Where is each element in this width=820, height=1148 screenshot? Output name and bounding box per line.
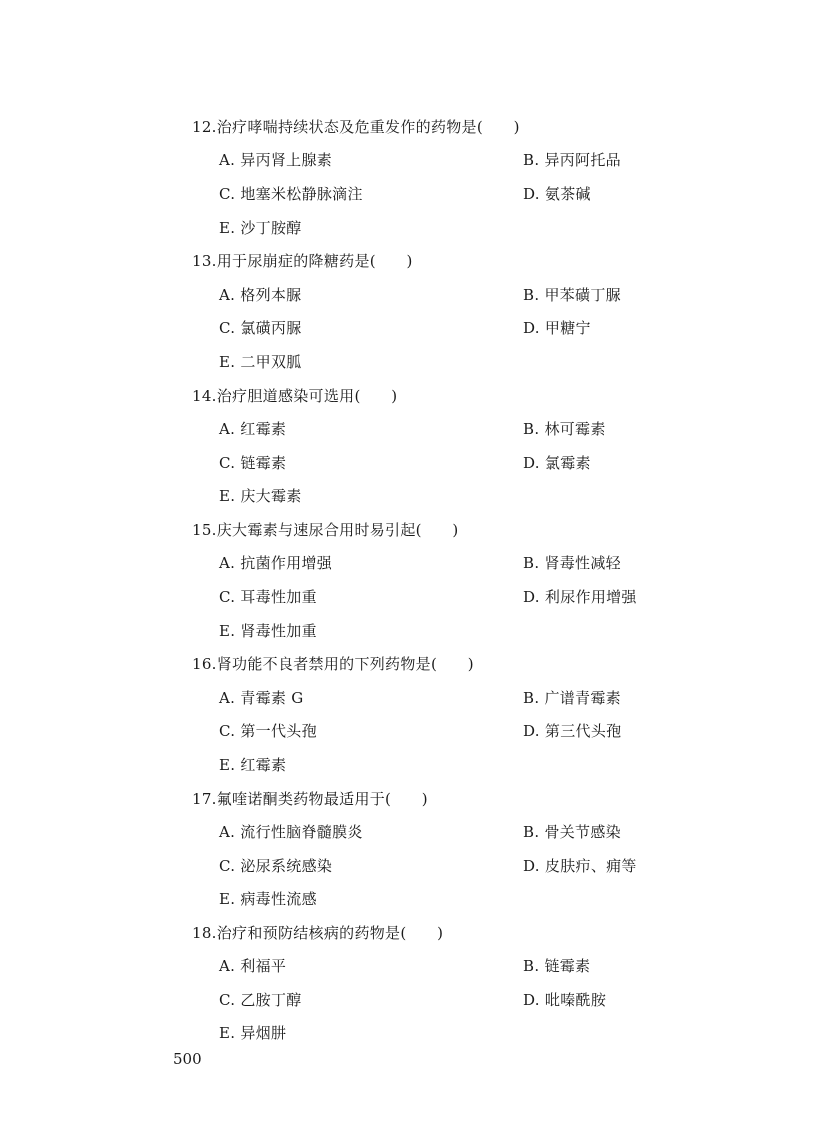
question-18-option-d: D. 吡嗪酰胺 [523, 991, 607, 1009]
question-12-option-d: D. 氨茶碱 [523, 185, 591, 203]
question-18-option-c: C. 乙胺丁醇 [219, 991, 302, 1009]
question-17-stem: 17.氟喹诺酮类药物最适用于( ) [192, 790, 428, 808]
question-15-option-e: E. 肾毒性加重 [219, 622, 317, 640]
question-12-stem: 12.治疗哮喘持续状态及危重发作的药物是( ) [192, 118, 520, 136]
question-14-option-b: B. 林可霉素 [523, 420, 606, 438]
question-12-option-b: B. 异丙阿托品 [523, 151, 621, 169]
question-15-stem: 15.庆大霉素与速尿合用时易引起( ) [192, 521, 459, 539]
question-13-option-d: D. 甲糖宁 [523, 319, 591, 337]
question-12-option-c: C. 地塞米松静脉滴注 [219, 185, 363, 203]
question-18-option-e: E. 异烟肼 [219, 1024, 287, 1042]
question-17-option-d: D. 皮肤疖、痈等 [523, 857, 637, 875]
question-13-option-e: E. 二甲双胍 [219, 353, 302, 371]
question-14-option-d: D. 氯霉素 [523, 454, 591, 472]
question-14-option-c: C. 链霉素 [219, 454, 287, 472]
question-17-option-a: A. 流行性脑脊髓膜炎 [219, 823, 363, 841]
question-15-option-d: D. 利尿作用增强 [523, 588, 637, 606]
question-17-option-e: E. 病毒性流感 [219, 890, 317, 908]
question-15-option-b: B. 肾毒性减轻 [523, 554, 621, 572]
question-15-option-a: A. 抗菌作用增强 [219, 554, 333, 572]
question-14-stem: 14.治疗胆道感染可选用( ) [192, 387, 398, 405]
question-16-option-e: E. 红霉素 [219, 756, 287, 774]
question-15-option-c: C. 耳毒性加重 [219, 588, 317, 606]
question-13-option-c: C. 氯磺丙脲 [219, 319, 302, 337]
question-17-option-b: B. 骨关节感染 [523, 823, 621, 841]
question-13-stem: 13.用于尿崩症的降糖药是( ) [192, 252, 413, 270]
question-17-option-c: C. 泌尿系统感染 [219, 857, 333, 875]
question-14-option-a: A. 红霉素 [219, 420, 287, 438]
question-18-stem: 18.治疗和预防结核病的药物是( ) [192, 924, 444, 942]
question-18-option-a: A. 利福平 [219, 957, 287, 975]
question-12-option-e: E. 沙丁胺醇 [219, 219, 302, 237]
question-16-option-b: B. 广谱青霉素 [523, 689, 621, 707]
question-16-stem: 16.肾功能不良者禁用的下列药物是( ) [192, 655, 474, 673]
question-16-option-a: A. 青霉素 G [219, 689, 304, 707]
question-18-option-b: B. 链霉素 [523, 957, 591, 975]
question-16-option-d: D. 第三代头孢 [523, 722, 622, 740]
page-number: 500 [173, 1050, 202, 1068]
question-12-option-a: A. 异丙肾上腺素 [219, 151, 333, 169]
question-13-option-b: B. 甲苯磺丁脲 [523, 286, 621, 304]
question-13-option-a: A. 格列本脲 [219, 286, 302, 304]
question-14-option-e: E. 庆大霉素 [219, 487, 302, 505]
question-16-option-c: C. 第一代头孢 [219, 722, 317, 740]
